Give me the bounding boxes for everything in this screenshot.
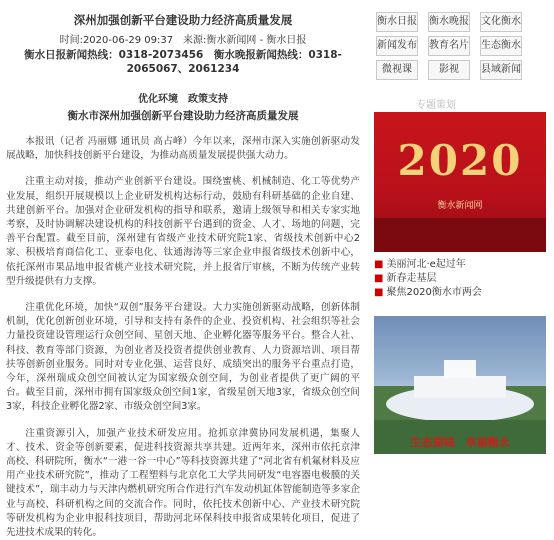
channel-ecology[interactable]: 生态衡水 <box>480 36 522 56</box>
new-year-banner[interactable] <box>374 112 546 252</box>
bullet-icon: ■ <box>374 273 384 284</box>
topic-link[interactable] <box>374 272 550 286</box>
article-subtitle: 优化环境 政策支持 <box>138 94 228 105</box>
banner-year: 2020 <box>397 136 523 185</box>
paragraph-1: 本报讯（记者 冯丽娜 通讯员 高占峰）今年以来，深州市深入实施创新驱动发展战略，加快科技创新平台建设，为推动高质量发展提供强大动力。 <box>6 136 360 162</box>
special-topics-label: 专题策划 <box>416 100 456 111</box>
channel-county-news[interactable]: 县域新闻 <box>480 60 522 80</box>
article-title: 深州加强创新平台建设助力经济高质量发展 <box>73 13 293 27</box>
banner-caption: 衡水新闻网 <box>437 201 483 211</box>
city-photo[interactable] <box>374 316 546 454</box>
topic-link[interactable] <box>374 286 550 300</box>
channel-video[interactable]: 影视 <box>428 60 470 80</box>
channel-news-release[interactable]: 新闻发布 <box>376 36 418 56</box>
topic-link-label: 美丽河北·e起过年 <box>386 259 466 270</box>
article-meta: 时间:2020-06-29 09:37 来源:衡水新闻网 - 衡水日报 <box>59 35 307 46</box>
paragraph-2: 注重主动对接，推动产业创新平台建设。围绕蜜桃、机械制造、化工等优势产业发展，组织开展规模以上企业研发机构达标行动，鼓励有科研基础的企业自建、共建创新平台。加强对企业研发机构的指导和联系，邀请上级领导和相关专家实地考察，及时协调解决建设机构的科技创新平台遇到的资金、人才、场地的问题，完善平台配置。截至目前，深州建有省级产业技术研究院1家、省级技术创新中心2家、积极培育商信化工、亚泰电化、钛通海涛等三家企业申报省级技术创新中心，依托深州市果品地申报省桃产业技术研究院，并上报省厅审核，不断为传统产业转型升级提供有力支撑。 <box>6 176 360 287</box>
channel-micro-video[interactable]: 微视课 <box>376 60 418 80</box>
photo-caption: 生态湖城 幸福衡水 <box>410 436 510 449</box>
bullet-icon: ■ <box>374 287 384 298</box>
paragraph-3: 注重优化环境，加快“双创”服务平台建设。大力实施创新驱动战略，创新体制机制，优化创新创业环境，引导和支持有条件的企业、投资机构、社会组织等社会力量投资建设管理运行众创空间、星创天地、企业孵化器等服务平台。整合人社、科技、教育等部门资源，为创业者及投资者提供创业教育、人力资源培训、项目帮扶等创新创业服务。同时对专业化强、运营良好、成绩突出的服务平台重点打造，今年，深州瑞成众创空间被认定为国家级众创空间，为创业者提供了更广阔的平台。截至目前，深州市拥有国家级众创空间1家，省级星创天地3家，省级众创空间3家，科技企业孵化器2家、市级众创空间3家。 <box>6 302 360 413</box>
topic-link[interactable] <box>374 258 550 272</box>
channel-hengshui-evening[interactable]: 衡水晚报 <box>428 12 470 32</box>
channel-culture[interactable]: 文化衡水 <box>480 12 522 32</box>
paragraph-4: 注重资源引入，加强产业技术研发应用。抢抓京津冀协同发展机遇，集聚人才、技术、资金等创新要素，促进科技资源共享共建。近两年来，深州市依托京津高校、科研院所，衡水“一港一谷一中心”等科技资源共建了“河北省有机氟材料及应用产业技术研究院”，推动了工程塑料与北京化工大学共同研发“电容器电极膜的关键技术”，瑞丰动力与天津内燃机研究所合作进行汽车发动机缸体智能制造等多家企业与高校、科研机构之间的交流合作。同时，依托技术创新中心、产业技术研究院等研发机构为企业申报科技项目，帮助河北环保科技申报省成果转化项目，促进了先进技术成果的转化。 <box>6 427 360 539</box>
news-hotline: 衡水日报新闻热线：0318-2073456 衡水晚报新闻热线：0318-2065067、2061234 <box>24 49 342 75</box>
article-subtitle-2: 衡水市深州加强创新平台建设助力经济高质量发展 <box>67 110 299 122</box>
topic-link-label: 聚焦2020衡水市两会 <box>386 287 482 298</box>
channel-education[interactable]: 教育名片 <box>428 36 470 56</box>
topic-links <box>374 258 550 300</box>
bullet-icon: ■ <box>374 259 384 270</box>
banner-skyline <box>374 218 546 252</box>
channel-hengshui-daily[interactable]: 衡水日报 <box>376 12 418 32</box>
topic-link-label: 新春走基层 <box>386 273 437 284</box>
sidebar <box>370 0 554 531</box>
